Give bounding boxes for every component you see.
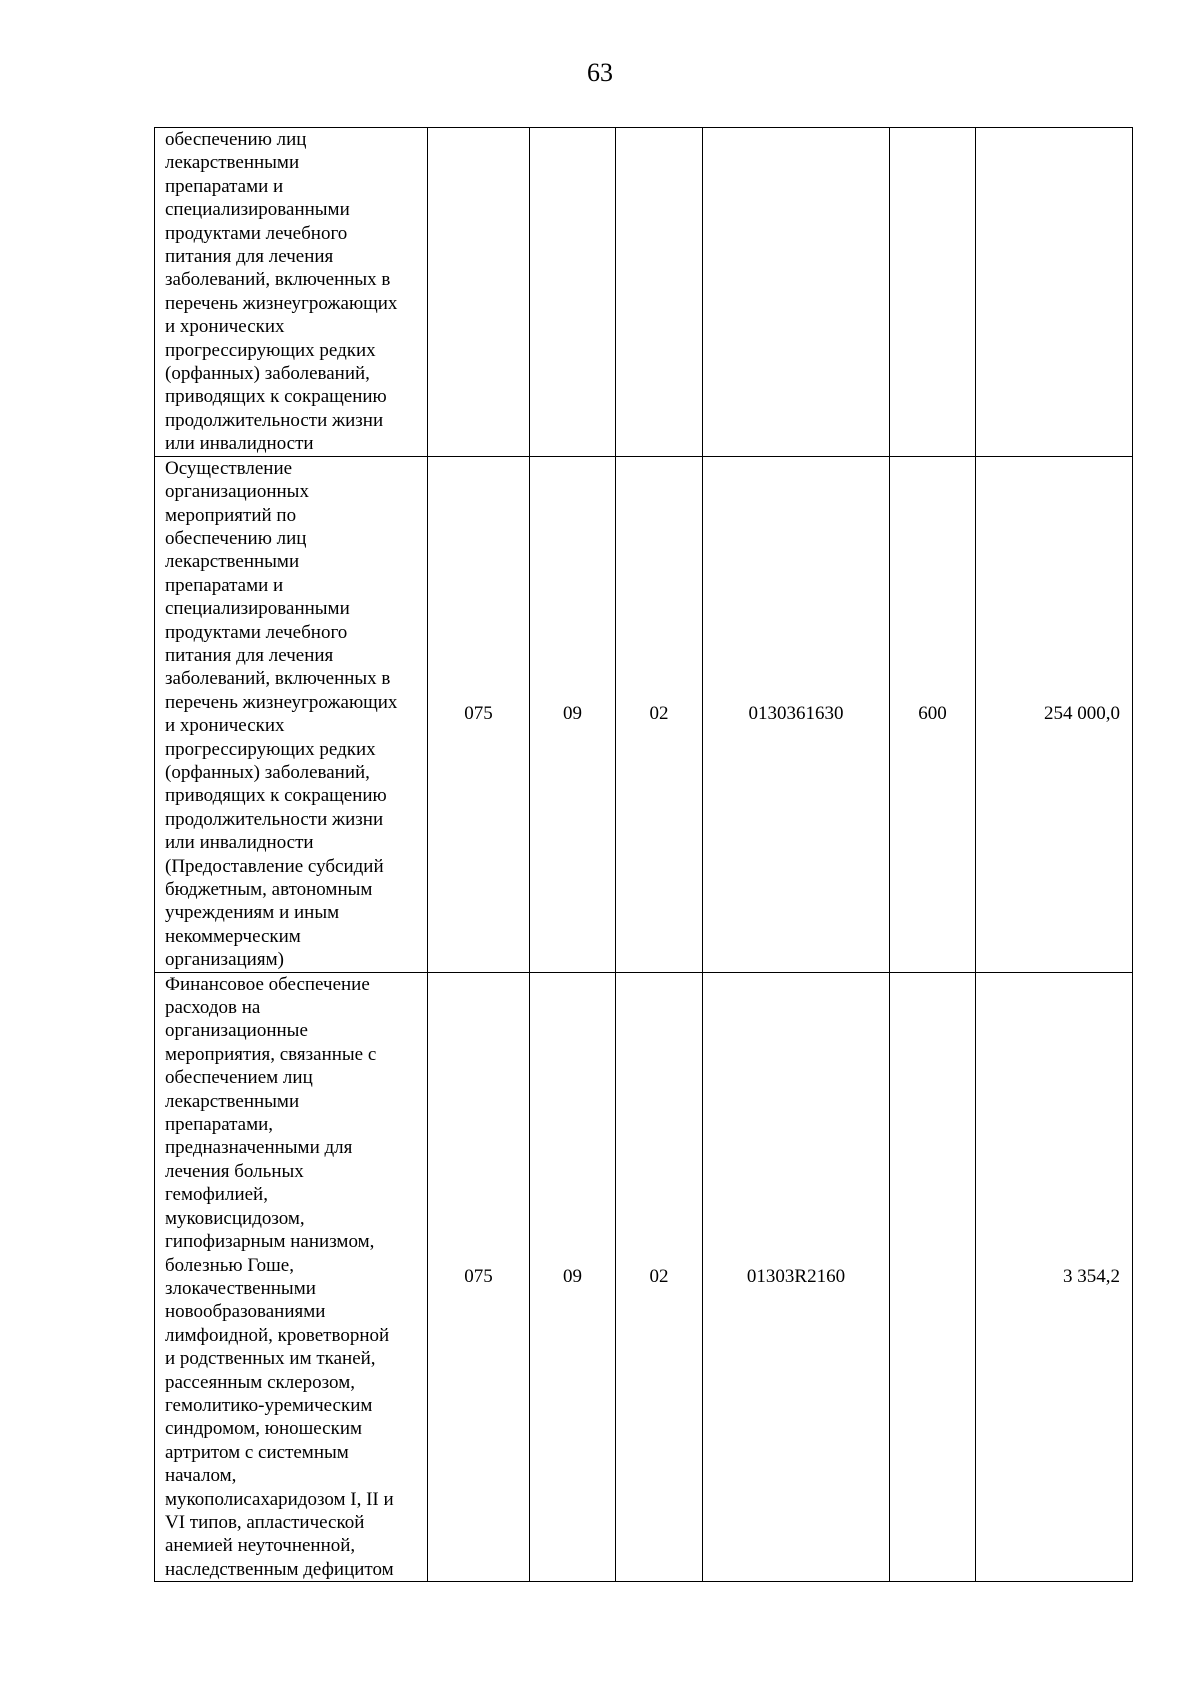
ministry-code-cell: 075 <box>428 456 530 972</box>
target-article-cell: 0130361630 <box>703 456 890 972</box>
item-name-cell: обеспечению лиц лекарственными препаратами и специализированными продуктами лечебного питания для лечения заболеваний, включенных в перечень жизнеугрожающих и хронических прогрессирующих редких (орфанных) заболеваний, приводящих к сокращению продолжительности жизни или инвалидности <box>155 128 428 457</box>
section-code-cell <box>530 128 616 457</box>
target-article-cell: 01303R2160 <box>703 972 890 1582</box>
subsection-code-cell: 02 <box>616 456 703 972</box>
subsection-code-cell: 02 <box>616 972 703 1582</box>
item-name-cell: Осуществление организационных мероприятий по обеспечению лиц лекарственными препаратами и специализированными продуктами лечебного питания для лечения заболеваний, включенных в перечень жизнеугрожающих и хронических прогрессирующих редких (орфанных) заболеваний, приводящих к сокращению продолжительности жизни или инвалидности (Предоставление субсидий бюджетным, автономным учреждениям и иным некоммерческим организациям) <box>155 456 428 972</box>
amount-cell: 254 000,0 <box>976 456 1133 972</box>
expense-type-cell <box>890 972 976 1582</box>
expense-type-cell: 600 <box>890 456 976 972</box>
amount-cell: 3 354,2 <box>976 972 1133 1582</box>
budget-table <box>154 127 1133 1582</box>
table-row <box>155 128 1133 457</box>
ministry-code-cell <box>428 128 530 457</box>
table-row <box>155 456 1133 972</box>
section-code-cell: 09 <box>530 972 616 1582</box>
amount-cell <box>976 128 1133 457</box>
ministry-code-cell: 075 <box>428 972 530 1582</box>
table-row <box>155 972 1133 1582</box>
target-article-cell <box>703 128 890 457</box>
page-number: 63 <box>587 58 613 87</box>
item-name-cell: Финансовое обеспечение расходов на организационные мероприятия, связанные с обеспечением лиц лекарственными препаратами, предназначенными для лечения больных гемофилией, муковисцидозом, гипофизарным нанизмом, болезнью Гоше, злокачественными новообразованиями лимфоидной, кроветворной и родственных им тканей, рассеянным склерозом, гемолитико-уремическим синдромом, юношеским артритом с системным началом, мукополисахаридозом I, II и VI типов, апластической анемией неуточненной, наследственным дефицитом <box>155 972 428 1582</box>
expense-type-cell <box>890 128 976 457</box>
section-code-cell: 09 <box>530 456 616 972</box>
subsection-code-cell <box>616 128 703 457</box>
